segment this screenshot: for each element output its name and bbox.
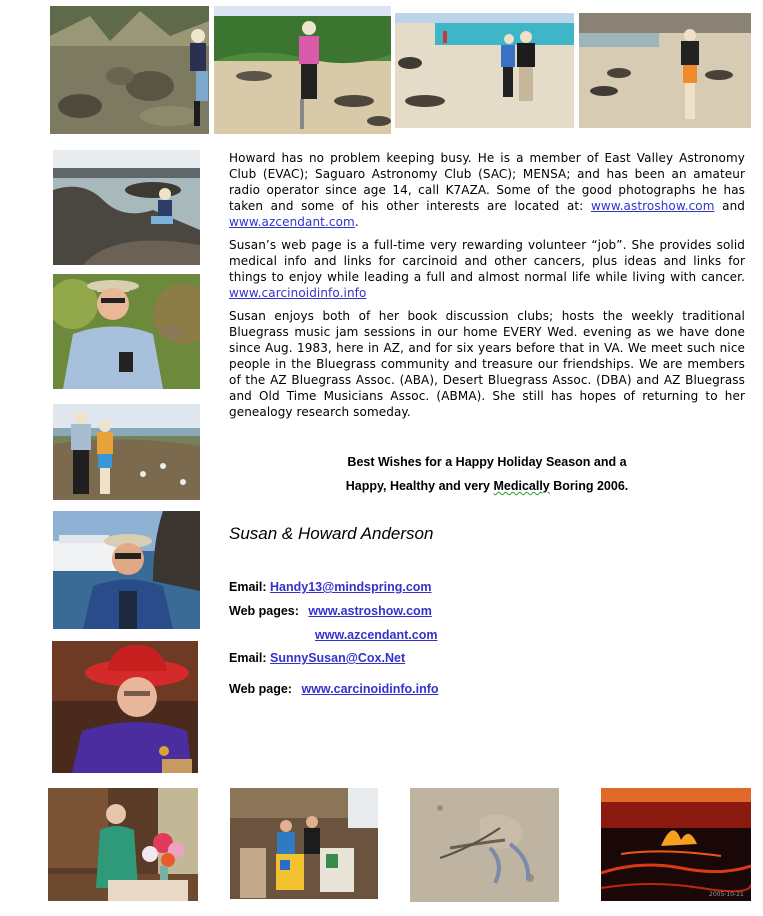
- paragraph-susan-activities: Susan enjoys both of her book discussion clubs; hosts the weekly traditional Bluegrass music jam sessions in our home EVERY Wed. evening as we have done since Aug. 1983, here in AZ, and for six years before that in VA. We meet such nice people in the Bluegrass community and treasure our friendships. We are members of the AZ Bluegrass Assoc. (ABA), Desert Bluegrass Assoc. (DBA) and AZ Bluegrass and Old Time Musicians Assoc. (ABMA). She still has hopes of returning to her genealogy research someday.: [229, 309, 745, 419]
- rocky-shore-photo: [53, 150, 200, 265]
- contact-web-howard: Web pages: www.astroshow.com: [229, 604, 432, 618]
- beach-couple-photo: [395, 13, 574, 128]
- wishes-line-1: Best Wishes for a Happy Holiday Season and a: [347, 455, 627, 469]
- iguana-photo: [410, 788, 559, 902]
- web-link-azcendant[interactable]: www.azcendant.com: [315, 628, 438, 642]
- letter-body: [229, 150, 745, 427]
- contact-web-howard-2: [315, 628, 437, 642]
- link-azcendant[interactable]: www.azcendant.com: [229, 215, 355, 229]
- link-carcinoidinfo[interactable]: www.carcinoidinfo.info: [229, 286, 367, 300]
- paragraph-susan-web: Susan’s web page is a full-time very rewarding volunteer “job”. She provides solid medical info and links for carcinoid and other cancers, plus ideas and links for things to enjoy while leading a full and almost normal life while living with cancer. www.carcinoidinfo.info: [229, 238, 745, 300]
- email-link-howard[interactable]: Handy13@mindspring.com: [270, 580, 432, 594]
- sea-lions-photo: [214, 6, 391, 134]
- signature: Susan & Howard Anderson: [229, 524, 434, 543]
- couple-bird-colony-photo: [53, 404, 200, 500]
- howard-boat-photo: [53, 511, 200, 629]
- email-link-susan[interactable]: SunnySusan@Cox.Net: [270, 651, 406, 665]
- susan-red-hat-photo: [52, 641, 198, 773]
- lava-photo: [601, 788, 751, 901]
- wishes-line-2: Happy, Healthy and very Medically Boring 2006.: [345, 479, 629, 493]
- photo-timestamp: 2005-10-21: [709, 891, 744, 898]
- contact-web-susan: Web page: www.carcinoidinfo.info: [229, 682, 439, 696]
- beach-sea-lions-photo: [579, 13, 751, 128]
- holiday-wishes: [229, 450, 745, 498]
- contact-email-susan: Email: SunnySusan@Cox.Net: [229, 651, 406, 665]
- paragraph-howard: Howard has no problem keeping busy. He is a member of East Valley Astronomy Club (EVAC); Saguaro Astronomy Club (SAC); MENSA; and has been an amateur radio operator since age 14, call K7AZA. Some of the good photographs he has taken and some of his other interests are located at: www.astroshow.com and www.azcendant.com.: [229, 151, 745, 229]
- link-astroshow[interactable]: www.astroshow.com: [590, 199, 715, 213]
- web-link-astroshow[interactable]: www.astroshow.com: [308, 604, 432, 618]
- susan-flowers-photo: [48, 788, 198, 901]
- contact-email-howard: Email: Handy13@mindspring.com: [229, 580, 432, 594]
- craft-market-photo: [230, 788, 378, 899]
- web-link-carcinoidinfo[interactable]: www.carcinoidinfo.info: [301, 682, 439, 696]
- howard-portrait-photo: [53, 274, 200, 389]
- tortoise-photo: [50, 6, 209, 134]
